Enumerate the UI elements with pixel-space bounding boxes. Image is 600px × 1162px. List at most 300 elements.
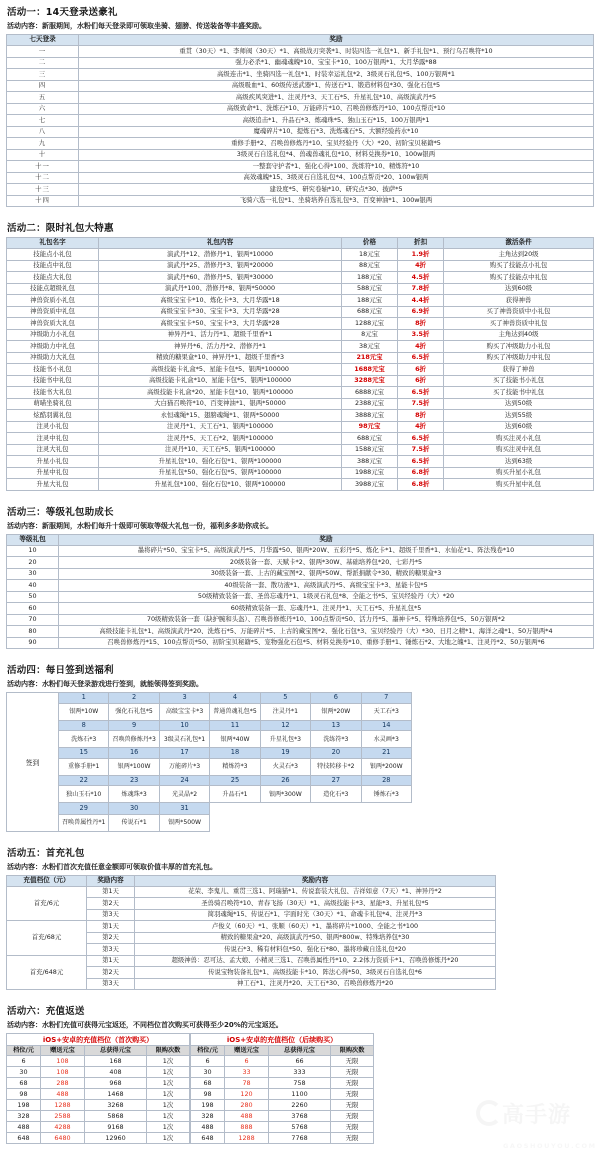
gift-content-cell: 高级宝宝卡*30、宝宝卡*3、大月华露*28 bbox=[99, 306, 342, 318]
activity-6-description bbox=[7, 1020, 594, 1030]
signin-day-number: 26 bbox=[260, 775, 310, 786]
signin-day-number: 25 bbox=[210, 775, 260, 786]
signin-day-reward: 洗炼石*3 bbox=[59, 731, 109, 748]
login-day-cell: 八 bbox=[7, 126, 79, 138]
gift-name-cell: 神兽资质小礼包 bbox=[7, 295, 99, 307]
table-row bbox=[7, 580, 594, 592]
signin-day-number: 27 bbox=[311, 775, 361, 786]
table-row bbox=[7, 886, 496, 898]
level-cell: 50 bbox=[7, 591, 59, 603]
signin-day-reward: 高级宝宝卡*3 bbox=[159, 703, 209, 720]
table-row bbox=[7, 479, 594, 491]
recharge-bonus-value: 288 bbox=[41, 1078, 85, 1089]
login-day-cell: 四 bbox=[7, 80, 79, 92]
table-header-row bbox=[7, 875, 496, 886]
first-purchase-title: iOS+安卓的充值档位（首次购买） bbox=[7, 1034, 190, 1046]
section-activity-6 bbox=[6, 1003, 594, 1144]
gift-content-cell: 大白猫召唤符*10、百变神油*1、银两*50000 bbox=[99, 398, 342, 410]
login-reward-cell: 3级灵石自选礼包*4、兽魂兽魂礼包*10、材料兑换券*10、100w银两 bbox=[79, 149, 594, 161]
repeat-purchase-title: iOS+安卓的充值档位（后续购买） bbox=[191, 1034, 374, 1046]
level-cell: 90 bbox=[7, 637, 59, 649]
gift-discount-cell: 8折 bbox=[398, 410, 444, 422]
table-group-header-row bbox=[191, 1034, 374, 1046]
level-cell: 30 bbox=[7, 568, 59, 580]
gift-discount-cell: 4折 bbox=[398, 341, 444, 353]
signin-day-reward: 万能碎片*3 bbox=[159, 758, 209, 775]
gift-name-cell: 技能书小礼包 bbox=[7, 364, 99, 376]
gift-price-cell: 688元宝 bbox=[342, 433, 398, 445]
signin-empty-cell bbox=[210, 803, 260, 815]
reward-content-cell: 传说宝物装备礼包*1、高级技能卡*10、阵法心得*50、3级灵石自选礼包*6 bbox=[135, 967, 496, 979]
recharge-tier-value: 198 bbox=[191, 1100, 225, 1111]
level-cell: 80 bbox=[7, 626, 59, 638]
gift-discount-cell: 4.4折 bbox=[398, 295, 444, 307]
gift-name-cell: 注灵中礼包 bbox=[7, 433, 99, 445]
signin-number-row bbox=[59, 775, 412, 786]
gift-price-cell: 38元宝 bbox=[342, 341, 398, 353]
signin-day-reward: 普通兽魂礼包*5 bbox=[210, 703, 260, 720]
login-reward-cell: 魔魂碎片*10、提炼石*3、洗炼魂石*5、大额经验药水*10 bbox=[79, 126, 594, 138]
signin-empty-cell bbox=[260, 814, 310, 831]
level-reward-cell: 30级装备一套、上古的藏宝图*2、银两*50W、帮派捐献令*30、精致的糖果盒*3 bbox=[59, 568, 594, 580]
table-row bbox=[7, 614, 594, 626]
table-row bbox=[7, 921, 496, 933]
gift-name-cell: 升星大礼包 bbox=[7, 479, 99, 491]
signin-day-number: 24 bbox=[159, 775, 209, 786]
recharge-total-value: 758 bbox=[269, 1078, 331, 1089]
login-day-cell: 十二 bbox=[7, 172, 79, 184]
gift-name-cell: 技能点中礼包 bbox=[7, 260, 99, 272]
table-header-row bbox=[191, 1046, 374, 1056]
recharge-tier-cell: 首充/6元 bbox=[7, 886, 87, 921]
signin-calendar bbox=[6, 692, 594, 832]
recharge-repeat-purchase-table bbox=[190, 1033, 374, 1144]
signin-day-number: 6 bbox=[311, 693, 361, 704]
signin-day-number: 1 bbox=[59, 693, 109, 704]
gift-price-cell: 188元宝 bbox=[342, 295, 398, 307]
signin-day-reward: 洗练符*3 bbox=[311, 731, 361, 748]
gift-price-cell: 3888元宝 bbox=[342, 410, 398, 422]
gift-discount-cell: 3.5折 bbox=[398, 329, 444, 341]
table-row bbox=[7, 329, 594, 341]
table-row bbox=[7, 172, 594, 184]
activity-4-description bbox=[7, 679, 594, 689]
table-row bbox=[191, 1111, 374, 1122]
signin-day-number: 23 bbox=[109, 775, 159, 786]
table-row bbox=[7, 1122, 190, 1133]
gift-discount-cell: 6.8折 bbox=[398, 467, 444, 479]
col-header-price: 价格 bbox=[342, 238, 398, 249]
login-day-cell: 十三 bbox=[7, 184, 79, 196]
col-header-total: 总获得元宝 bbox=[269, 1046, 331, 1056]
gift-discount-cell: 8折 bbox=[398, 318, 444, 330]
col-header-bonus: 赠送元宝 bbox=[225, 1046, 269, 1056]
col-header-level: 等级礼包 bbox=[7, 534, 59, 545]
table-row bbox=[7, 306, 594, 318]
table-row bbox=[7, 1089, 190, 1100]
col-header-reward: 奖励 bbox=[79, 35, 594, 46]
signin-day-number: 7 bbox=[361, 693, 411, 704]
signin-day-reward: 注灵丹*1 bbox=[260, 703, 310, 720]
gift-price-cell: 388元宝 bbox=[342, 456, 398, 468]
reward-day-cell: 第1天 bbox=[87, 921, 135, 933]
activity-1-desc-text: 新服期间，水粉们每天登录即可领取坐骑、翅膀、传送装备等丰盛奖励。 bbox=[42, 22, 266, 30]
col-header-tier: 档位/元 bbox=[191, 1046, 225, 1056]
gift-discount-cell: 7.5折 bbox=[398, 398, 444, 410]
login-day-cell: 五 bbox=[7, 92, 79, 104]
gift-discount-cell: 6.8折 bbox=[398, 479, 444, 491]
gift-condition-cell: 主角达到20级 bbox=[444, 249, 594, 261]
table-row bbox=[7, 364, 594, 376]
table-header-row bbox=[7, 534, 594, 545]
gift-content-cell: 注灵丹*10、天工石*5、银两*100000 bbox=[99, 444, 342, 456]
signin-day-number: 15 bbox=[59, 748, 109, 759]
signin-day-reward: 银两*20W bbox=[311, 703, 361, 720]
activity-1-description bbox=[7, 21, 594, 31]
table-row bbox=[7, 955, 496, 967]
gift-name-cell: 炫酷羽翼礼包 bbox=[7, 410, 99, 422]
table-row bbox=[7, 184, 594, 196]
gift-price-cell: 1288元宝 bbox=[342, 318, 398, 330]
recharge-limit-value: 1次 bbox=[147, 1122, 190, 1133]
recharge-bonus-value: 888 bbox=[225, 1122, 269, 1133]
table-row bbox=[7, 115, 594, 127]
table-row bbox=[7, 1133, 190, 1144]
table-row bbox=[7, 626, 594, 638]
col-header-reward: 奖励 bbox=[59, 534, 594, 545]
activity-5-description bbox=[7, 862, 594, 872]
signin-day-reward: 强化石礼包*5 bbox=[109, 703, 159, 720]
signin-day-number: 20 bbox=[311, 748, 361, 759]
gift-condition-cell: 买了技能书小礼包 bbox=[444, 375, 594, 387]
signin-day-number: 2 bbox=[109, 693, 159, 704]
recharge-limit-value: 1次 bbox=[147, 1100, 190, 1111]
level-cell: 70 bbox=[7, 614, 59, 626]
gift-discount-cell: 6.5折 bbox=[398, 387, 444, 399]
recharge-total-value: 7768 bbox=[269, 1133, 331, 1144]
recharge-limit-value: 1次 bbox=[147, 1089, 190, 1100]
gift-condition-cell: 达到50级 bbox=[444, 398, 594, 410]
gift-name-cell: 技能点超级礼包 bbox=[7, 283, 99, 295]
table-row bbox=[7, 387, 594, 399]
gift-price-cell: 98元宝 bbox=[342, 421, 398, 433]
signin-day-reward: 传说石*1 bbox=[109, 814, 159, 831]
recharge-tier-value: 68 bbox=[191, 1078, 225, 1089]
recharge-total-value: 1100 bbox=[269, 1089, 331, 1100]
signin-empty-cell bbox=[361, 814, 411, 831]
signin-day-number: 11 bbox=[210, 720, 260, 731]
recharge-tier-value: 68 bbox=[7, 1078, 41, 1089]
gift-name-cell: 冲级助力小礼包 bbox=[7, 329, 99, 341]
signin-day-number: 28 bbox=[361, 775, 411, 786]
signin-day-reward: 精炼符*3 bbox=[210, 758, 260, 775]
gift-condition-cell: 达到63级 bbox=[444, 456, 594, 468]
recharge-total-value: 5768 bbox=[269, 1122, 331, 1133]
level-cell: 20 bbox=[7, 557, 59, 569]
recharge-total-value: 5868 bbox=[85, 1111, 147, 1122]
gift-price-cell: 188元宝 bbox=[342, 272, 398, 284]
table-row bbox=[191, 1078, 374, 1089]
activity-4-desc-label: 活动内容： bbox=[7, 680, 42, 688]
recharge-bonus-value: 120 bbox=[225, 1089, 269, 1100]
table-row bbox=[7, 80, 594, 92]
gift-price-cell: 8元宝 bbox=[342, 329, 398, 341]
gift-condition-cell: 购买升星中礼包 bbox=[444, 479, 594, 491]
level-reward-cell: 高级技能卡礼包*1、高级演武丹*20、洗炼石*5、万能碎片*5、上古的藏宝图*2、强化石包*3、宝贝经验丹（大）*30、日月之精*1、海洋之魂*1、50万银两*4 bbox=[59, 626, 594, 638]
col-header-gift-name: 礼包名字 bbox=[7, 238, 99, 249]
login-day-cell: 十四 bbox=[7, 195, 79, 207]
table-row bbox=[191, 1100, 374, 1111]
login-day-cell: 一 bbox=[7, 46, 79, 58]
signin-row-label: 签到 bbox=[6, 692, 58, 832]
level-reward-cell: 60级精致装备一套、忘魂丹*1、注灵丹*1、天工石*5、升星礼包*5 bbox=[59, 603, 594, 615]
recharge-tier-value: 328 bbox=[7, 1111, 41, 1122]
gift-price-cell: 2388元宝 bbox=[342, 398, 398, 410]
gift-discount-cell: 4折 bbox=[398, 421, 444, 433]
gift-price-cell: 6888元宝 bbox=[342, 387, 398, 399]
gift-name-cell: 技能点大礼包 bbox=[7, 272, 99, 284]
gift-price-cell: 18元宝 bbox=[342, 249, 398, 261]
activity-4-title: 活动四：每日签到送福利 bbox=[7, 665, 114, 676]
signin-day-reward: 造化石*3 bbox=[311, 786, 361, 803]
signin-day-reward: 升星礼包*3 bbox=[260, 731, 310, 748]
table-row bbox=[7, 69, 594, 81]
login-day-cell: 九 bbox=[7, 138, 79, 150]
table-row bbox=[7, 46, 594, 58]
first-recharge-table bbox=[6, 875, 496, 991]
signin-day-reward: 火灵石*3 bbox=[260, 758, 310, 775]
activity-5-desc-label: 活动内容： bbox=[7, 862, 42, 871]
recharge-limit-value: 1次 bbox=[147, 1056, 190, 1067]
gift-condition-cell: 购买了冲级助力中礼包 bbox=[444, 352, 594, 364]
login-day-cell: 六 bbox=[7, 103, 79, 115]
col-header-discount: 折扣 bbox=[398, 238, 444, 249]
activity-3-desc-label: 活动内容： bbox=[7, 521, 42, 530]
gift-condition-cell: 购买升星小礼包 bbox=[444, 467, 594, 479]
gift-content-cell: 升星礼包*10、强化石包*1、银两*100000 bbox=[99, 456, 342, 468]
signin-day-reward: 银两*10W bbox=[59, 703, 109, 720]
activity-1-title: 活动一：14天登录送豪礼 bbox=[7, 7, 118, 18]
col-header-limit: 限购次数 bbox=[147, 1046, 190, 1056]
table-row bbox=[7, 260, 594, 272]
col-header-recharge-tier: 充值档位（元） bbox=[7, 875, 87, 886]
recharge-bonus-value: 6 bbox=[225, 1056, 269, 1067]
reward-content-cell: 花荣、李鬼儿、重贯三选1、阿瑞猫*1、传说套装大礼包、吉祥如意（7天）*1、神异丹*2 bbox=[135, 886, 496, 898]
gift-price-cell: 1588元宝 bbox=[342, 444, 398, 456]
gift-condition-cell: 购买了冲级助力小礼包 bbox=[444, 341, 594, 353]
recharge-tier-value: 30 bbox=[7, 1067, 41, 1078]
signin-day-number: 10 bbox=[159, 720, 209, 731]
activity-5-desc-text: 水粉们首次充值任意金额即可领取价值丰厚的首充礼包。 bbox=[42, 862, 217, 871]
signin-item-row bbox=[59, 731, 412, 748]
table-row bbox=[7, 283, 594, 295]
recharge-total-value: 168 bbox=[85, 1056, 147, 1067]
gift-content-cell: 演武丹*100、潜修丹*8、银两*50000 bbox=[99, 283, 342, 295]
level-reward-cell: 召唤兽修炼丹*15、100点帮贡*50、初阶宝贝秘籍*5、宠物强化石包*5、材料兑换券*10、重修手册*1、锤炼石*2、大地之魄*1、注灵丹*2、50万银两*6 bbox=[59, 637, 594, 649]
recharge-tier-value: 6 bbox=[191, 1056, 225, 1067]
recharge-tier-value: 98 bbox=[7, 1089, 41, 1100]
gift-content-cell: 神异丹*1、活力丹*1、超级千里香*1 bbox=[99, 329, 342, 341]
reward-content-cell: 卢俊义（60天）*1、张顺（60天）*1、墨将碎片*1000、全能之书*100 bbox=[135, 921, 496, 933]
table-row bbox=[7, 433, 594, 445]
gift-condition-cell: 达到55级 bbox=[444, 410, 594, 422]
level-gift-table bbox=[6, 534, 594, 650]
recharge-tier-value: 648 bbox=[7, 1133, 41, 1144]
signin-day-reward: 银两*500W bbox=[159, 814, 209, 831]
signin-day-reward: 银两*200W bbox=[361, 758, 411, 775]
recharge-total-value: 12960 bbox=[85, 1133, 147, 1144]
table-row bbox=[191, 1056, 374, 1067]
signin-day-number: 16 bbox=[109, 748, 159, 759]
table-row bbox=[7, 467, 594, 479]
table-row bbox=[7, 591, 594, 603]
signin-day-reward: 重修手册*1 bbox=[59, 758, 109, 775]
gift-name-cell: 技能书中礼包 bbox=[7, 375, 99, 387]
signin-day-number: 31 bbox=[159, 803, 209, 815]
reward-day-cell: 第1天 bbox=[87, 886, 135, 898]
signin-day-number: 14 bbox=[361, 720, 411, 731]
recharge-bonus-value: 2588 bbox=[41, 1111, 85, 1122]
table-row bbox=[7, 375, 594, 387]
activity-3-description bbox=[7, 521, 594, 531]
recharge-limit-value: 无限 bbox=[331, 1111, 374, 1122]
recharge-tier-value: 488 bbox=[191, 1122, 225, 1133]
gift-name-cell: 升星小礼包 bbox=[7, 456, 99, 468]
gift-content-cell: 注灵丹*5、天工石*2、银两*100000 bbox=[99, 433, 342, 445]
recharge-bonus-value: 488 bbox=[41, 1089, 85, 1100]
table-row bbox=[7, 249, 594, 261]
table-row bbox=[7, 103, 594, 115]
watermark-text: 高手游 bbox=[502, 1103, 572, 1129]
col-header-reward-content: 奖励内容 bbox=[135, 875, 496, 886]
table-row bbox=[7, 398, 594, 410]
recharge-tier-cell: 首充/648元 bbox=[7, 955, 87, 990]
gift-discount-cell: 6.5折 bbox=[398, 433, 444, 445]
table-row bbox=[7, 57, 594, 69]
recharge-tables-wrapper bbox=[6, 1033, 372, 1144]
recharge-first-purchase-table bbox=[6, 1033, 190, 1144]
login-reward-cell: 高级致命*1、洗炼石*10、万能碎片*10、召唤兽修炼丹*10、100点帮贡*10 bbox=[79, 103, 594, 115]
activity-6-desc-text: 水粉们充值可获得元宝返还，不同档位首次购买可获得至少20%的元宝返还。 bbox=[42, 1021, 283, 1030]
level-reward-cell: 70级精致装备一套（缺护腕和头盔）、召唤兽修炼丹*10、100点帮贡*50、活力丹*5、墨神卡*5、特殊培养包*5、50万银两*2 bbox=[59, 614, 594, 626]
recharge-bonus-value: 33 bbox=[225, 1067, 269, 1078]
reward-content-cell: 传说石*3、稀有材料包*50、强化石*80、墨将珍藏自选礼包*20 bbox=[135, 944, 496, 956]
level-reward-cell: 40级装备一套、散功液*1、高级演武丹*5、高级宝宝卡*3、星能卡包*5 bbox=[59, 580, 594, 592]
gift-name-cell: 注灵小礼包 bbox=[7, 421, 99, 433]
table-row bbox=[7, 161, 594, 173]
gift-content-cell: 演武丹*12、潜修丹*1、银两*10000 bbox=[99, 249, 342, 261]
gift-content-cell: 演武丹*25、潜修丹*3、银两*20000 bbox=[99, 260, 342, 272]
gift-name-cell: 注灵大礼包 bbox=[7, 444, 99, 456]
gift-name-cell: 技能点小礼包 bbox=[7, 249, 99, 261]
activity-5-title: 活动五：首充礼包 bbox=[7, 847, 85, 859]
signin-day-reward: 光灵晶*2 bbox=[159, 786, 209, 803]
table-row bbox=[7, 444, 594, 456]
gift-discount-cell: 6.9折 bbox=[398, 306, 444, 318]
signin-day-number: 5 bbox=[260, 693, 310, 704]
table-row bbox=[7, 603, 594, 615]
activity-2-title: 活动二：限时礼包大特惠 bbox=[7, 223, 114, 234]
col-header-condition: 激活条件 bbox=[444, 238, 594, 249]
recharge-tier-value: 30 bbox=[191, 1067, 225, 1078]
signin-day-number: 9 bbox=[109, 720, 159, 731]
login-reward-cell: 重贯（30天）*1、李师阀（30天）*1、高级战刃突袭*1、时装四选一礼包*1、新手礼包*1、预行乌召唤符*10 bbox=[79, 46, 594, 58]
gift-discount-cell: 1.9折 bbox=[398, 249, 444, 261]
table-row bbox=[7, 456, 594, 468]
gift-condition-cell: 主角达到40级 bbox=[444, 329, 594, 341]
recharge-limit-value: 1次 bbox=[147, 1133, 190, 1144]
reward-day-cell: 第2天 bbox=[87, 967, 135, 979]
reward-content-cell: 简羽魂绳*15、传说石*1、字面时光（30天）*1、命魂卡礼包*4、注灵丹*3 bbox=[135, 909, 496, 921]
gift-condition-cell: 获得神兽 bbox=[444, 295, 594, 307]
gift-content-cell: 演武丹*60、潜修丹*5、银两*30000 bbox=[99, 272, 342, 284]
recharge-total-value: 2260 bbox=[269, 1100, 331, 1111]
gift-discount-cell: 4折 bbox=[398, 260, 444, 272]
signin-number-row bbox=[59, 720, 412, 731]
signin-day-reward: 天工石*3 bbox=[361, 703, 411, 720]
level-cell: 40 bbox=[7, 580, 59, 592]
signin-day-number: 21 bbox=[361, 748, 411, 759]
gift-condition-cell: 购买了技能点中礼包 bbox=[444, 272, 594, 284]
gift-condition-cell: 买了神兽资质中小礼包 bbox=[444, 306, 594, 318]
login-reward-cell: 建设度*5、研究卷轴*10、研究点*30、披萨*5 bbox=[79, 184, 594, 196]
signin-empty-cell bbox=[210, 814, 260, 831]
signin-number-row bbox=[59, 803, 412, 815]
recharge-limit-value: 无限 bbox=[331, 1133, 374, 1144]
recharge-limit-value: 无限 bbox=[331, 1078, 374, 1089]
recharge-limit-value: 无限 bbox=[331, 1122, 374, 1133]
gift-name-cell: 技能书大礼包 bbox=[7, 387, 99, 399]
gift-discount-cell: 6.5折 bbox=[398, 352, 444, 364]
signin-day-number: 3 bbox=[159, 693, 209, 704]
signin-day-reward: 召唤兽属性丹*1 bbox=[59, 814, 109, 831]
gift-price-cell: 218元宝 bbox=[342, 352, 398, 364]
login-day-cell: 三 bbox=[7, 69, 79, 81]
signin-day-reward: 独山玉石*10 bbox=[59, 786, 109, 803]
table-header-row bbox=[7, 238, 594, 249]
recharge-total-value: 968 bbox=[85, 1078, 147, 1089]
table-row bbox=[7, 92, 594, 104]
reward-content-cell: 神工石*1、注灵丹*20、天工石*30、召唤兽修炼丹*20 bbox=[135, 978, 496, 990]
col-header-bonus: 赠送元宝 bbox=[41, 1046, 85, 1056]
gift-discount-cell: 6折 bbox=[398, 364, 444, 376]
signin-item-row bbox=[59, 786, 412, 803]
login-day-cell: 七 bbox=[7, 115, 79, 127]
recharge-tier-value: 98 bbox=[191, 1089, 225, 1100]
gift-price-cell: 688元宝 bbox=[342, 306, 398, 318]
signin-day-reward: 银两*40W bbox=[210, 731, 260, 748]
level-cell: 60 bbox=[7, 603, 59, 615]
col-header-day: 七天登录 bbox=[7, 35, 79, 46]
table-row bbox=[7, 1067, 190, 1078]
login-reward-cell: 高级追击*1、升品石*3、炼魂珠*5、独山玉石*15、100万银两*1 bbox=[79, 115, 594, 127]
recharge-tier-value: 198 bbox=[7, 1100, 41, 1111]
gift-condition-cell: 购买注灵小礼包 bbox=[444, 433, 594, 445]
reward-day-cell: 第1天 bbox=[87, 955, 135, 967]
gift-price-cell: 588元宝 bbox=[342, 283, 398, 295]
recharge-bonus-value: 280 bbox=[225, 1100, 269, 1111]
table-row bbox=[7, 295, 594, 307]
recharge-limit-value: 无限 bbox=[331, 1089, 374, 1100]
signin-day-number: 12 bbox=[260, 720, 310, 731]
gift-discount-cell: 6.5折 bbox=[398, 456, 444, 468]
table-row bbox=[7, 637, 594, 649]
gift-content-cell: 注灵丹*1、天工石*1、银两*100000 bbox=[99, 421, 342, 433]
table-row bbox=[7, 557, 594, 569]
signin-number-row bbox=[59, 693, 412, 704]
table-row bbox=[191, 1067, 374, 1078]
watermark-subtext: GAOSHOUYOU.COM bbox=[503, 1142, 597, 1151]
